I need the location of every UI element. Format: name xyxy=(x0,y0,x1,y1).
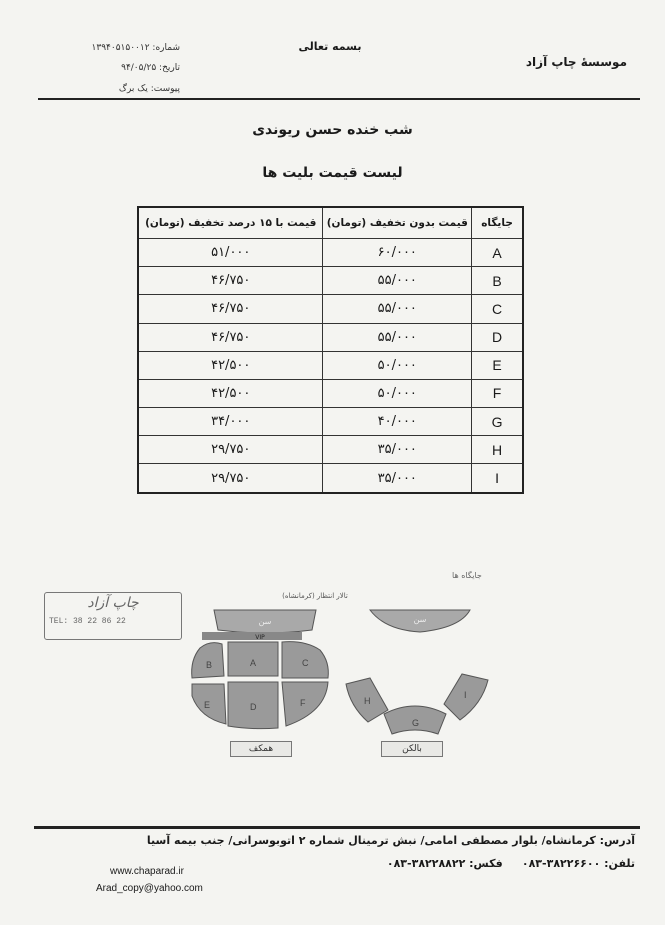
hall-name: تالار انتظار (کرمانشاه) xyxy=(282,592,348,600)
balcony-label: بالکن xyxy=(381,741,443,757)
letter-attachment: پیوست: یک برگ xyxy=(118,84,180,94)
seating-map xyxy=(170,600,510,770)
cell-price-full: ۴۰/۰۰۰ xyxy=(323,408,472,436)
organization-name: موسسهٔ چاپ آزاد xyxy=(525,55,627,69)
footer-divider xyxy=(34,826,640,829)
cell-price-discount: ۴۶/۷۵۰ xyxy=(138,295,323,323)
cell-price-full: ۶۰/۰۰۰ xyxy=(323,239,472,267)
cell-price-full: ۳۵/۰۰۰ xyxy=(323,464,472,493)
cell-zone: B xyxy=(472,267,523,295)
bismillah: بسمه تعالی xyxy=(298,40,362,53)
cell-zone: E xyxy=(472,351,523,379)
company-stamp xyxy=(44,592,182,640)
footer-address: آدرس: کرمانشاه/ بلوار مصطفی امامی/ نبش ترمینال شماره ۲ اتوبوسرانی/ جنب بیمه آسیا xyxy=(146,834,635,847)
vip-row xyxy=(202,632,302,640)
table-row xyxy=(138,464,523,493)
stamp-title: چاپ آزاد xyxy=(87,595,139,611)
zone-label-g: G xyxy=(412,718,420,728)
cell-price-full: ۵۵/۰۰۰ xyxy=(323,295,472,323)
cell-price-discount: ۲۹/۷۵۰ xyxy=(138,436,323,464)
cell-price-full: ۳۵/۰۰۰ xyxy=(323,436,472,464)
table-row xyxy=(138,267,523,295)
table-header-row xyxy=(138,207,523,239)
cell-price-discount: ۴۶/۷۵۰ xyxy=(138,323,323,351)
zone-label-f: F xyxy=(300,698,306,708)
footer-email[interactable]: Arad_copy@yahoo.com xyxy=(96,883,203,894)
cell-zone: F xyxy=(472,379,523,407)
footer-phone: تلفن: ۳۸۲۲۶۶۰۰-۰۸۳ xyxy=(521,857,635,870)
cell-price-discount: ۴۲/۵۰۰ xyxy=(138,351,323,379)
header-price-discount: قیمت با ۱۵ درصد تخفیف (تومان) xyxy=(138,207,323,239)
cell-price-discount: ۴۶/۷۵۰ xyxy=(138,267,323,295)
zone-label-e: E xyxy=(204,700,211,710)
cell-zone: H xyxy=(472,436,523,464)
cell-zone: A xyxy=(472,239,523,267)
table-row xyxy=(138,323,523,351)
price-table xyxy=(137,206,524,494)
zone-label-c: C xyxy=(302,658,309,668)
cell-price-discount: ۲۹/۷۵۰ xyxy=(138,464,323,493)
table-row xyxy=(138,408,523,436)
zone-label-d: D xyxy=(250,702,257,712)
table-row xyxy=(138,351,523,379)
cell-zone: D xyxy=(472,323,523,351)
table-row xyxy=(138,239,523,267)
table-row xyxy=(138,436,523,464)
footer-phone-fax xyxy=(387,857,635,870)
footer-fax: فکس: ۳۸۲۲۸۸۲۲-۰۸۳ xyxy=(386,857,503,870)
cell-price-full: ۵۵/۰۰۰ xyxy=(323,323,472,351)
header-price-full: قیمت بدون تخفیف (تومان) xyxy=(323,207,472,239)
stage-left-label: سن xyxy=(258,617,272,626)
header-zone: جایگاه xyxy=(472,207,523,239)
stage-right-label: سن xyxy=(413,615,427,624)
cell-price-full: ۵۰/۰۰۰ xyxy=(323,379,472,407)
header-divider xyxy=(38,98,640,100)
cell-price-discount: ۵۱/۰۰۰ xyxy=(138,239,323,267)
stamp-tel: TEL: 38 22 86 22 xyxy=(49,617,126,626)
zone-label-i: I xyxy=(464,690,467,700)
footer-website[interactable]: www.chaparad.ir xyxy=(110,866,184,877)
letter-number: شماره: ۱۳۹۴۰۵۱۵۰۰۱۲ xyxy=(91,43,180,53)
cell-zone: C xyxy=(472,295,523,323)
cell-price-discount: ۳۴/۰۰۰ xyxy=(138,408,323,436)
cell-zone: I xyxy=(472,464,523,493)
list-title: لیست قیمت بلیت ها xyxy=(262,165,403,181)
table-row xyxy=(138,295,523,323)
zone-label-a: A xyxy=(250,658,257,668)
zone-label-b: B xyxy=(206,660,213,670)
ground-floor-label: همکف xyxy=(230,741,292,757)
table-row xyxy=(138,379,523,407)
cell-zone: G xyxy=(472,408,523,436)
cell-price-full: ۵۵/۰۰۰ xyxy=(323,267,472,295)
zone-label-h: H xyxy=(364,696,371,706)
seating-heading: جایگاه ها xyxy=(452,571,482,580)
event-title: شب خنده حسن ریوندی xyxy=(252,122,413,138)
vip-label: VIP xyxy=(255,634,265,641)
cell-price-discount: ۴۲/۵۰۰ xyxy=(138,379,323,407)
letter-date: تاریخ: ۹۴/۰۵/۲۵ xyxy=(121,63,180,73)
cell-price-full: ۵۰/۰۰۰ xyxy=(323,351,472,379)
